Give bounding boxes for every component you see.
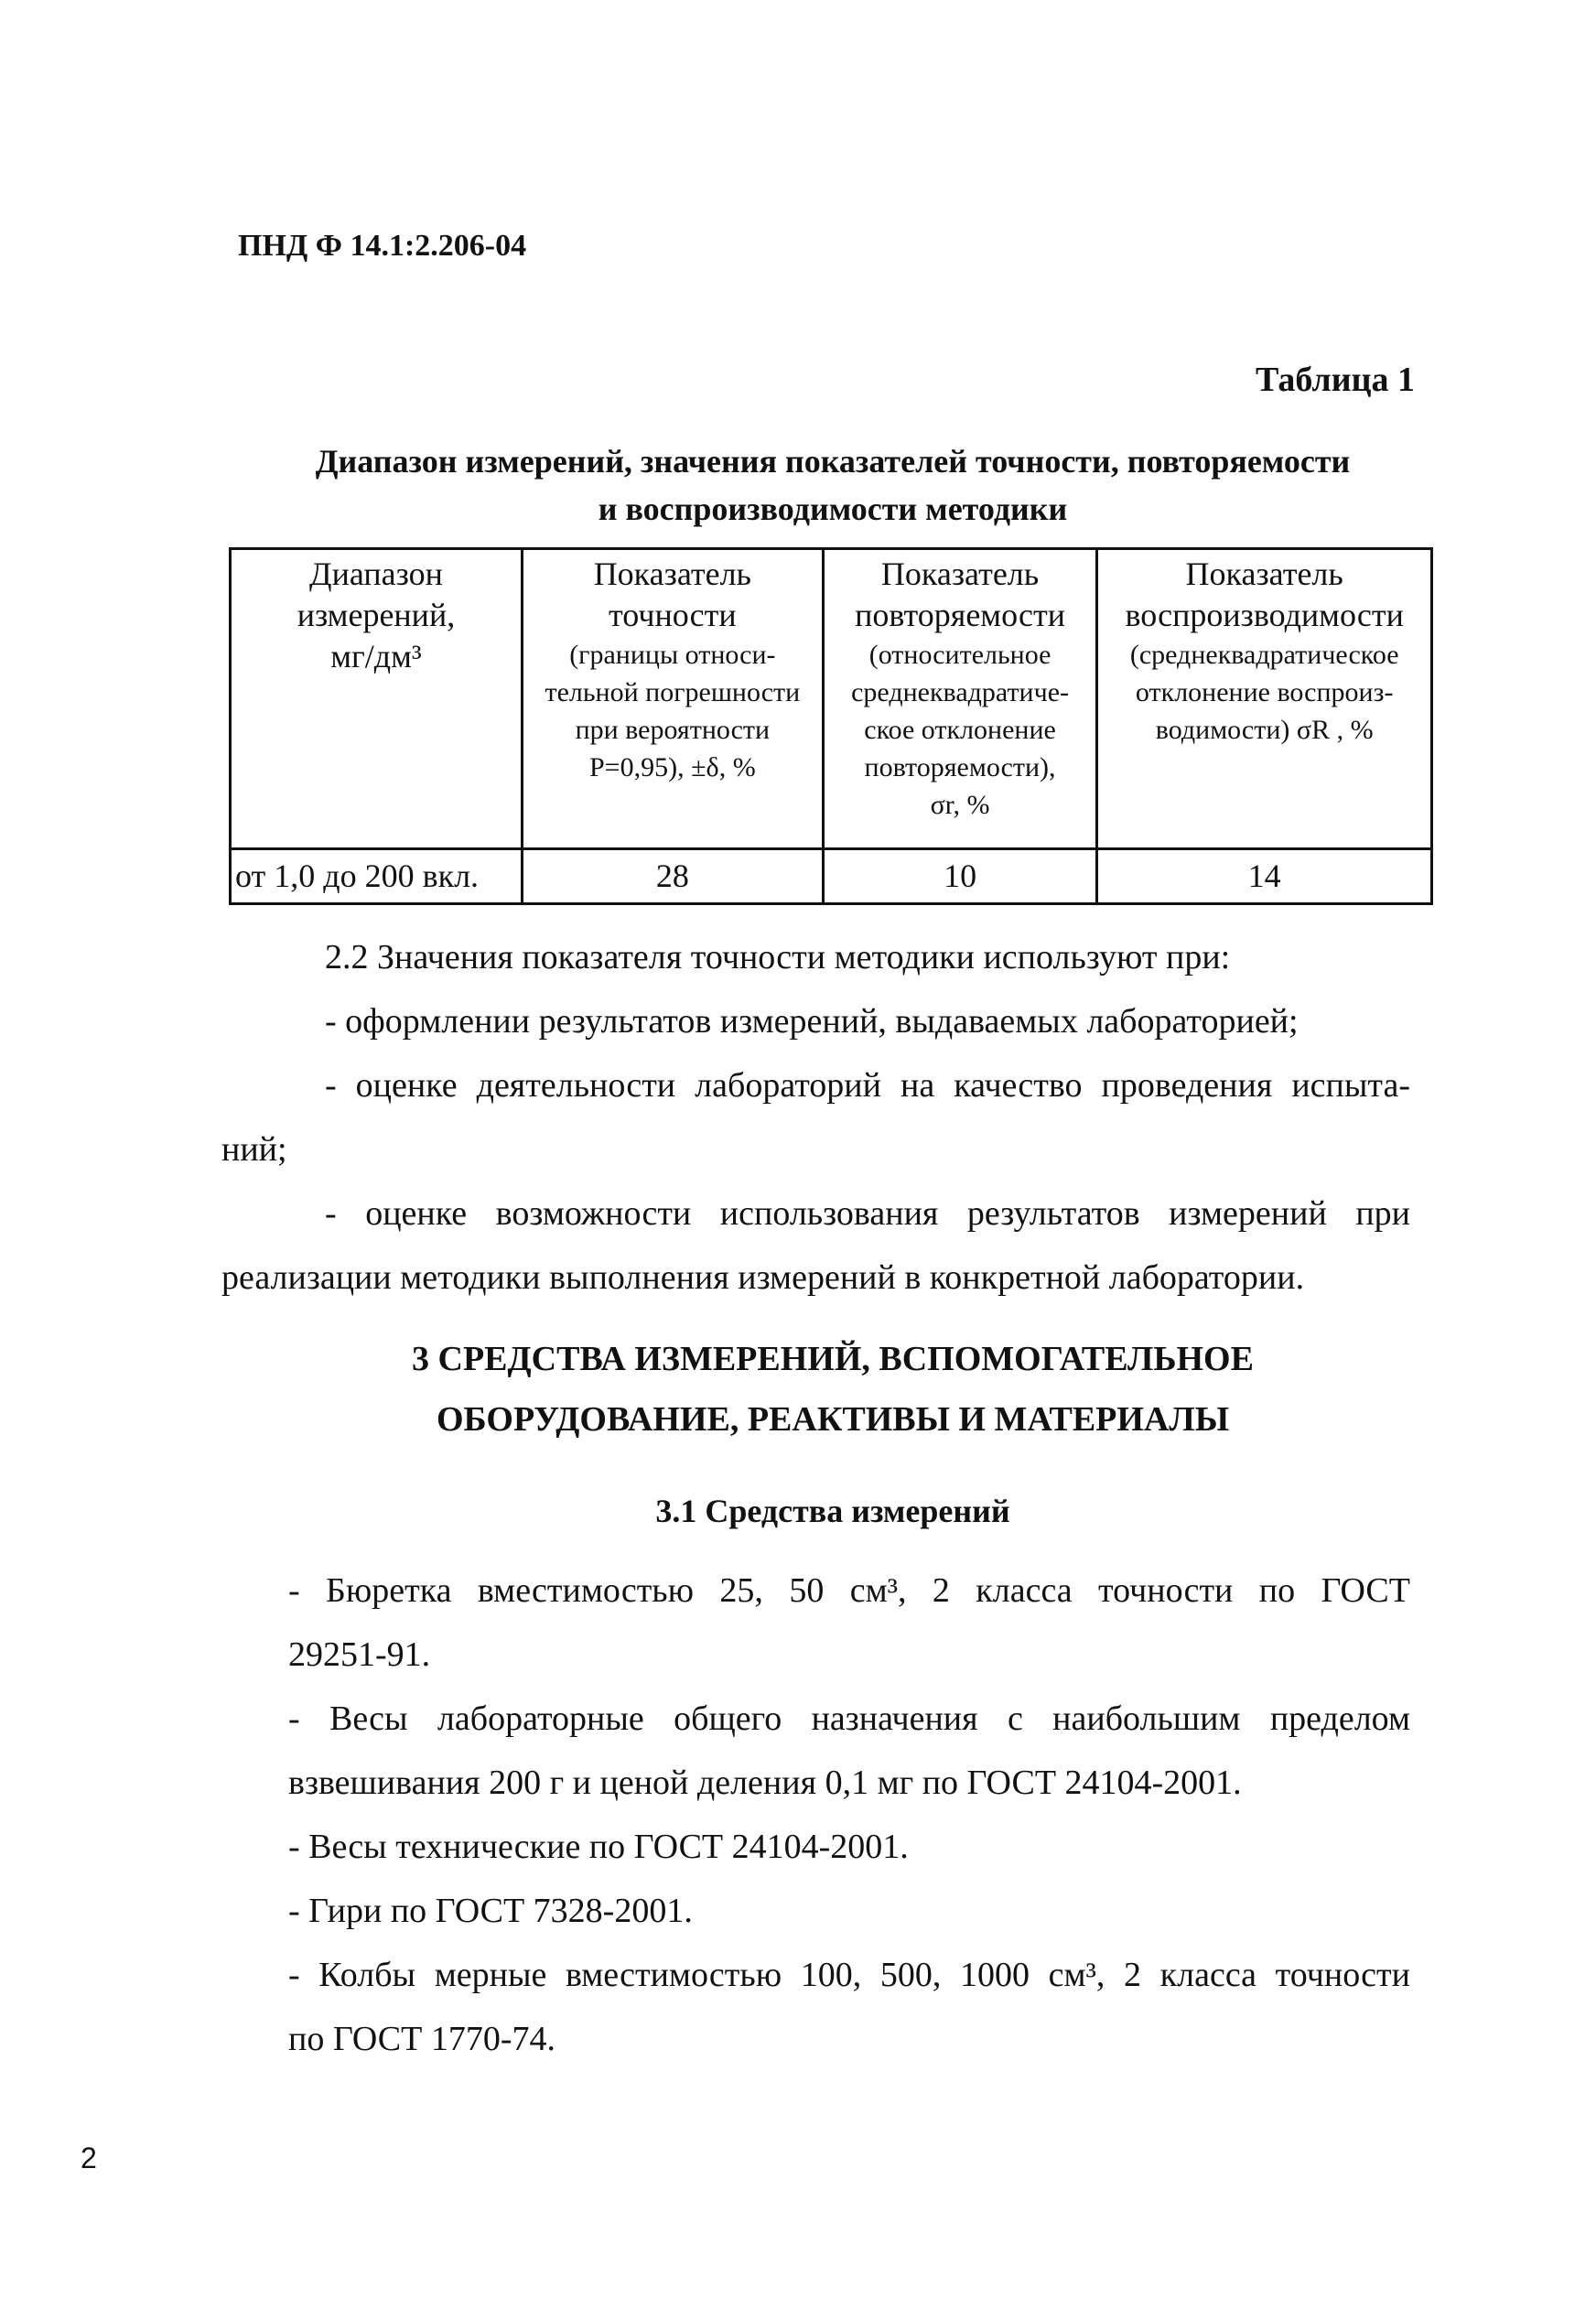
table-cell-accuracy: 28 (522, 849, 823, 904)
table-cell-range: от 1,0 до 200 вкл. (231, 849, 523, 904)
section-2-2-item-2-line-1: - оценке деятельности лабораторий на качество проведения испыта- (325, 1066, 1410, 1105)
section-2-2-item-3-line-1: - оценке возможности использования результатов измерений при (325, 1194, 1410, 1233)
list-item: - Весы лабораторные общего назначения с наибольшим пределом (288, 1699, 1410, 1738)
table-caption (183, 437, 1483, 533)
table-row (231, 849, 1432, 904)
table-caption-line-2: и воспроизводимости методики (598, 491, 1068, 527)
header-cell-range: Диапазон измерений, мг/дм³ (231, 549, 523, 849)
list-item-continuation: 29251-91. (288, 1635, 431, 1674)
list-item: - Бюретка вместимостью 25, 50 см³, 2 класса точности по ГОСТ (288, 1571, 1410, 1610)
list-item: - Колбы мерные вместимостью 100, 500, 1000 см³, 2 класса точности (288, 1956, 1410, 1994)
section-3-heading (183, 1329, 1483, 1450)
header-cell-reproducibility: Показатель воспроизводимости (среднеквадратическое отклонение воспроиз- водимости) σR , % (1097, 549, 1432, 849)
list-item: - Весы технические по ГОСТ 24104-2001. (288, 1828, 909, 1866)
section-2-2-item-1: - оформлении результатов измерений, выдаваемых лабораторией; (325, 1002, 1299, 1041)
table-header-row (231, 549, 1432, 849)
table-label: Таблица 1 (1255, 361, 1415, 399)
section-3-heading-line-1: 3 СРЕДСТВА ИЗМЕРЕНИЙ, ВСПОМОГАТЕЛЬНОЕ (412, 1340, 1254, 1378)
table-cell-reproducibility: 14 (1097, 849, 1432, 904)
list-item: - Гири по ГОСТ 7328-2001. (288, 1892, 693, 1930)
table-cell-repeatability: 10 (823, 849, 1097, 904)
list-item-continuation: по ГОСТ 1770-74. (288, 2020, 555, 2058)
document-code: ПНД Ф 14.1:2.206-04 (238, 229, 527, 263)
section-2-2-item-2-line-2: ний; (221, 1130, 287, 1169)
header-cell-accuracy: Показатель точности (границы относи- тельной погрешности при вероятности Р=0,95), ±δ, % (522, 549, 823, 849)
page-number: 2 (81, 2142, 97, 2174)
section-2-2-intro: 2.2 Значения показателя точности методики используют при: (325, 938, 1231, 976)
section-3-1-heading: 3.1 Средства измерений (655, 1493, 1010, 1529)
accuracy-table (229, 547, 1433, 905)
list-item-continuation: взвешивания 200 г и ценой деления 0,1 мг по ГОСТ 24104-2001. (288, 1764, 1242, 1802)
section-3-heading-line-2: ОБОРУДОВАНИЕ, РЕАКТИВЫ И МАТЕРИАЛЫ (436, 1400, 1230, 1439)
table-caption-line-1: Диапазон измерений, значения показателей точности, повторяемости (315, 443, 1351, 480)
section-2-2-item-3-line-2: реализации методики выполнения измерений в конкретной лаборатории. (221, 1258, 1305, 1297)
unit-label: мг/дм³ (330, 638, 422, 674)
header-cell-repeatability: Показатель повторяемости (относительное среднеквадратиче- ское отклонение повторяемости), σr, % (823, 549, 1097, 849)
